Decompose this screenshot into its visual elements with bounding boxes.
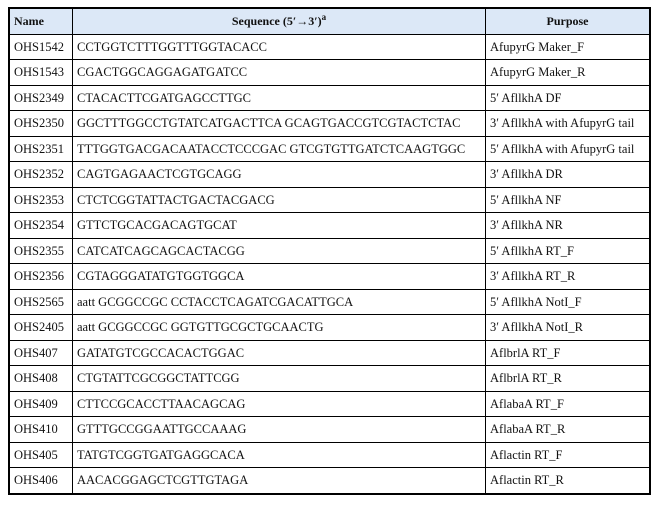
table-row: [9, 238, 650, 264]
table-row: [9, 366, 650, 392]
cell-sequence: CGTAGGGATATGTGGTGGCA: [73, 264, 486, 290]
cell-sequence: CTACACTTCGATGAGCCTTGC: [73, 85, 486, 111]
cell-sequence: GTTCTGCACGACAGTGCAT: [73, 213, 486, 239]
cell-sequence: CTTCCGCACCTTAACAGCAG: [73, 391, 486, 417]
cell-purpose: AflabaA RT_R: [486, 417, 651, 443]
header-sequence-text: Sequence (5′→3′): [231, 14, 322, 29]
cell-purpose: 3′ AfllkhA DR: [486, 162, 651, 188]
table-row: [9, 162, 650, 188]
cell-name: OHS2565: [9, 289, 73, 315]
cell-sequence: CGACTGGCAGGAGATGATCC: [73, 60, 486, 86]
cell-sequence: GATATGTCGCCACACTGGAC: [73, 340, 486, 366]
cell-name: OHS2356: [9, 264, 73, 290]
table-row: [9, 417, 650, 443]
cell-purpose: 5′ AfllkhA NF: [486, 187, 651, 213]
cell-purpose: AflabaA RT_F: [486, 391, 651, 417]
cell-purpose: 5′ AfllkhA with AfupyrG tail: [486, 136, 651, 162]
table-header: [9, 8, 650, 34]
cell-name: OHS2349: [9, 85, 73, 111]
cell-purpose: 5′ AfllkhA DF: [486, 85, 651, 111]
cell-name: OHS2354: [9, 213, 73, 239]
cell-purpose: Aflactin RT_F: [486, 442, 651, 468]
cell-sequence: TATGTCGGTGATGAGGCACA: [73, 442, 486, 468]
cell-purpose: 3′ AfllkhA RT_R: [486, 264, 651, 290]
cell-sequence: aatt GCGGCCGC CCTACCTCAGATCGACATTGCA: [73, 289, 486, 315]
cell-name: OHS410: [9, 417, 73, 443]
cell-purpose: Aflactin RT_R: [486, 468, 651, 494]
cell-sequence: aatt GCGGCCGC GGTGTTGCGCTGCAACTG: [73, 315, 486, 341]
cell-sequence: CCTGGTCTTTGGTTTGGTACACC: [73, 34, 486, 60]
table-row: [9, 442, 650, 468]
table-body: [9, 34, 650, 494]
cell-purpose: AflbrlA RT_F: [486, 340, 651, 366]
cell-sequence: CATCATCAGCAGCACTACGG: [73, 238, 486, 264]
cell-name: OHS2355: [9, 238, 73, 264]
table-row: [9, 468, 650, 494]
header-purpose: Purpose: [486, 8, 651, 34]
cell-name: OHS407: [9, 340, 73, 366]
table-row: [9, 34, 650, 60]
cell-name: OHS1543: [9, 60, 73, 86]
cell-sequence: CAGTGAGAACTCGTGCAGG: [73, 162, 486, 188]
table-row: [9, 391, 650, 417]
cell-name: OHS1542: [9, 34, 73, 60]
table-row: [9, 213, 650, 239]
table-row: [9, 289, 650, 315]
cell-sequence: TTTGGTGACGACAATACCTCCCGAC GTCGTGTTGATCTCAAGTGGC: [73, 136, 486, 162]
primer-table: [8, 7, 651, 495]
header-sequence: [73, 8, 486, 34]
table-row: [9, 60, 650, 86]
cell-name: OHS405: [9, 442, 73, 468]
cell-sequence: CTGTATTCGCGGCTATTCGG: [73, 366, 486, 392]
table-row: [9, 85, 650, 111]
header-sequence-footnote-mark: a: [321, 12, 327, 23]
cell-name: OHS408: [9, 366, 73, 392]
cell-name: OHS2350: [9, 111, 73, 137]
cell-purpose: 3′ AfllkhA NR: [486, 213, 651, 239]
cell-purpose: AflbrlA RT_R: [486, 366, 651, 392]
table-row: [9, 111, 650, 137]
header-row: [9, 8, 650, 34]
header-name: Name: [9, 8, 73, 34]
table-row: [9, 264, 650, 290]
cell-sequence: GGCTTTGGCCTGTATCATGACTTCA GCAGTGACCGTCGTACTCTAC: [73, 111, 486, 137]
cell-sequence: GTTTGCCGGAATTGCCAAAG: [73, 417, 486, 443]
cell-name: OHS406: [9, 468, 73, 494]
cell-name: OHS2405: [9, 315, 73, 341]
cell-sequence: CTCTCGGTATTACTGACTACGACG: [73, 187, 486, 213]
cell-purpose: 5′ AfllkhA NotI_F: [486, 289, 651, 315]
cell-purpose: 5′ AfllkhA RT_F: [486, 238, 651, 264]
table-row: [9, 340, 650, 366]
table-row: [9, 136, 650, 162]
cell-name: OHS409: [9, 391, 73, 417]
cell-name: OHS2351: [9, 136, 73, 162]
cell-purpose: 3′ AfllkhA NotI_R: [486, 315, 651, 341]
cell-name: OHS2352: [9, 162, 73, 188]
cell-name: OHS2353: [9, 187, 73, 213]
cell-sequence: AACACGGAGCTCGTTGTAGA: [73, 468, 486, 494]
cell-purpose: AfupyrG Maker_R: [486, 60, 651, 86]
table-row: [9, 187, 650, 213]
primer-table-container: [8, 7, 651, 495]
table-row: [9, 315, 650, 341]
cell-purpose: AfupyrG Maker_F: [486, 34, 651, 60]
cell-purpose: 3′ AfllkhA with AfupyrG tail: [486, 111, 651, 137]
